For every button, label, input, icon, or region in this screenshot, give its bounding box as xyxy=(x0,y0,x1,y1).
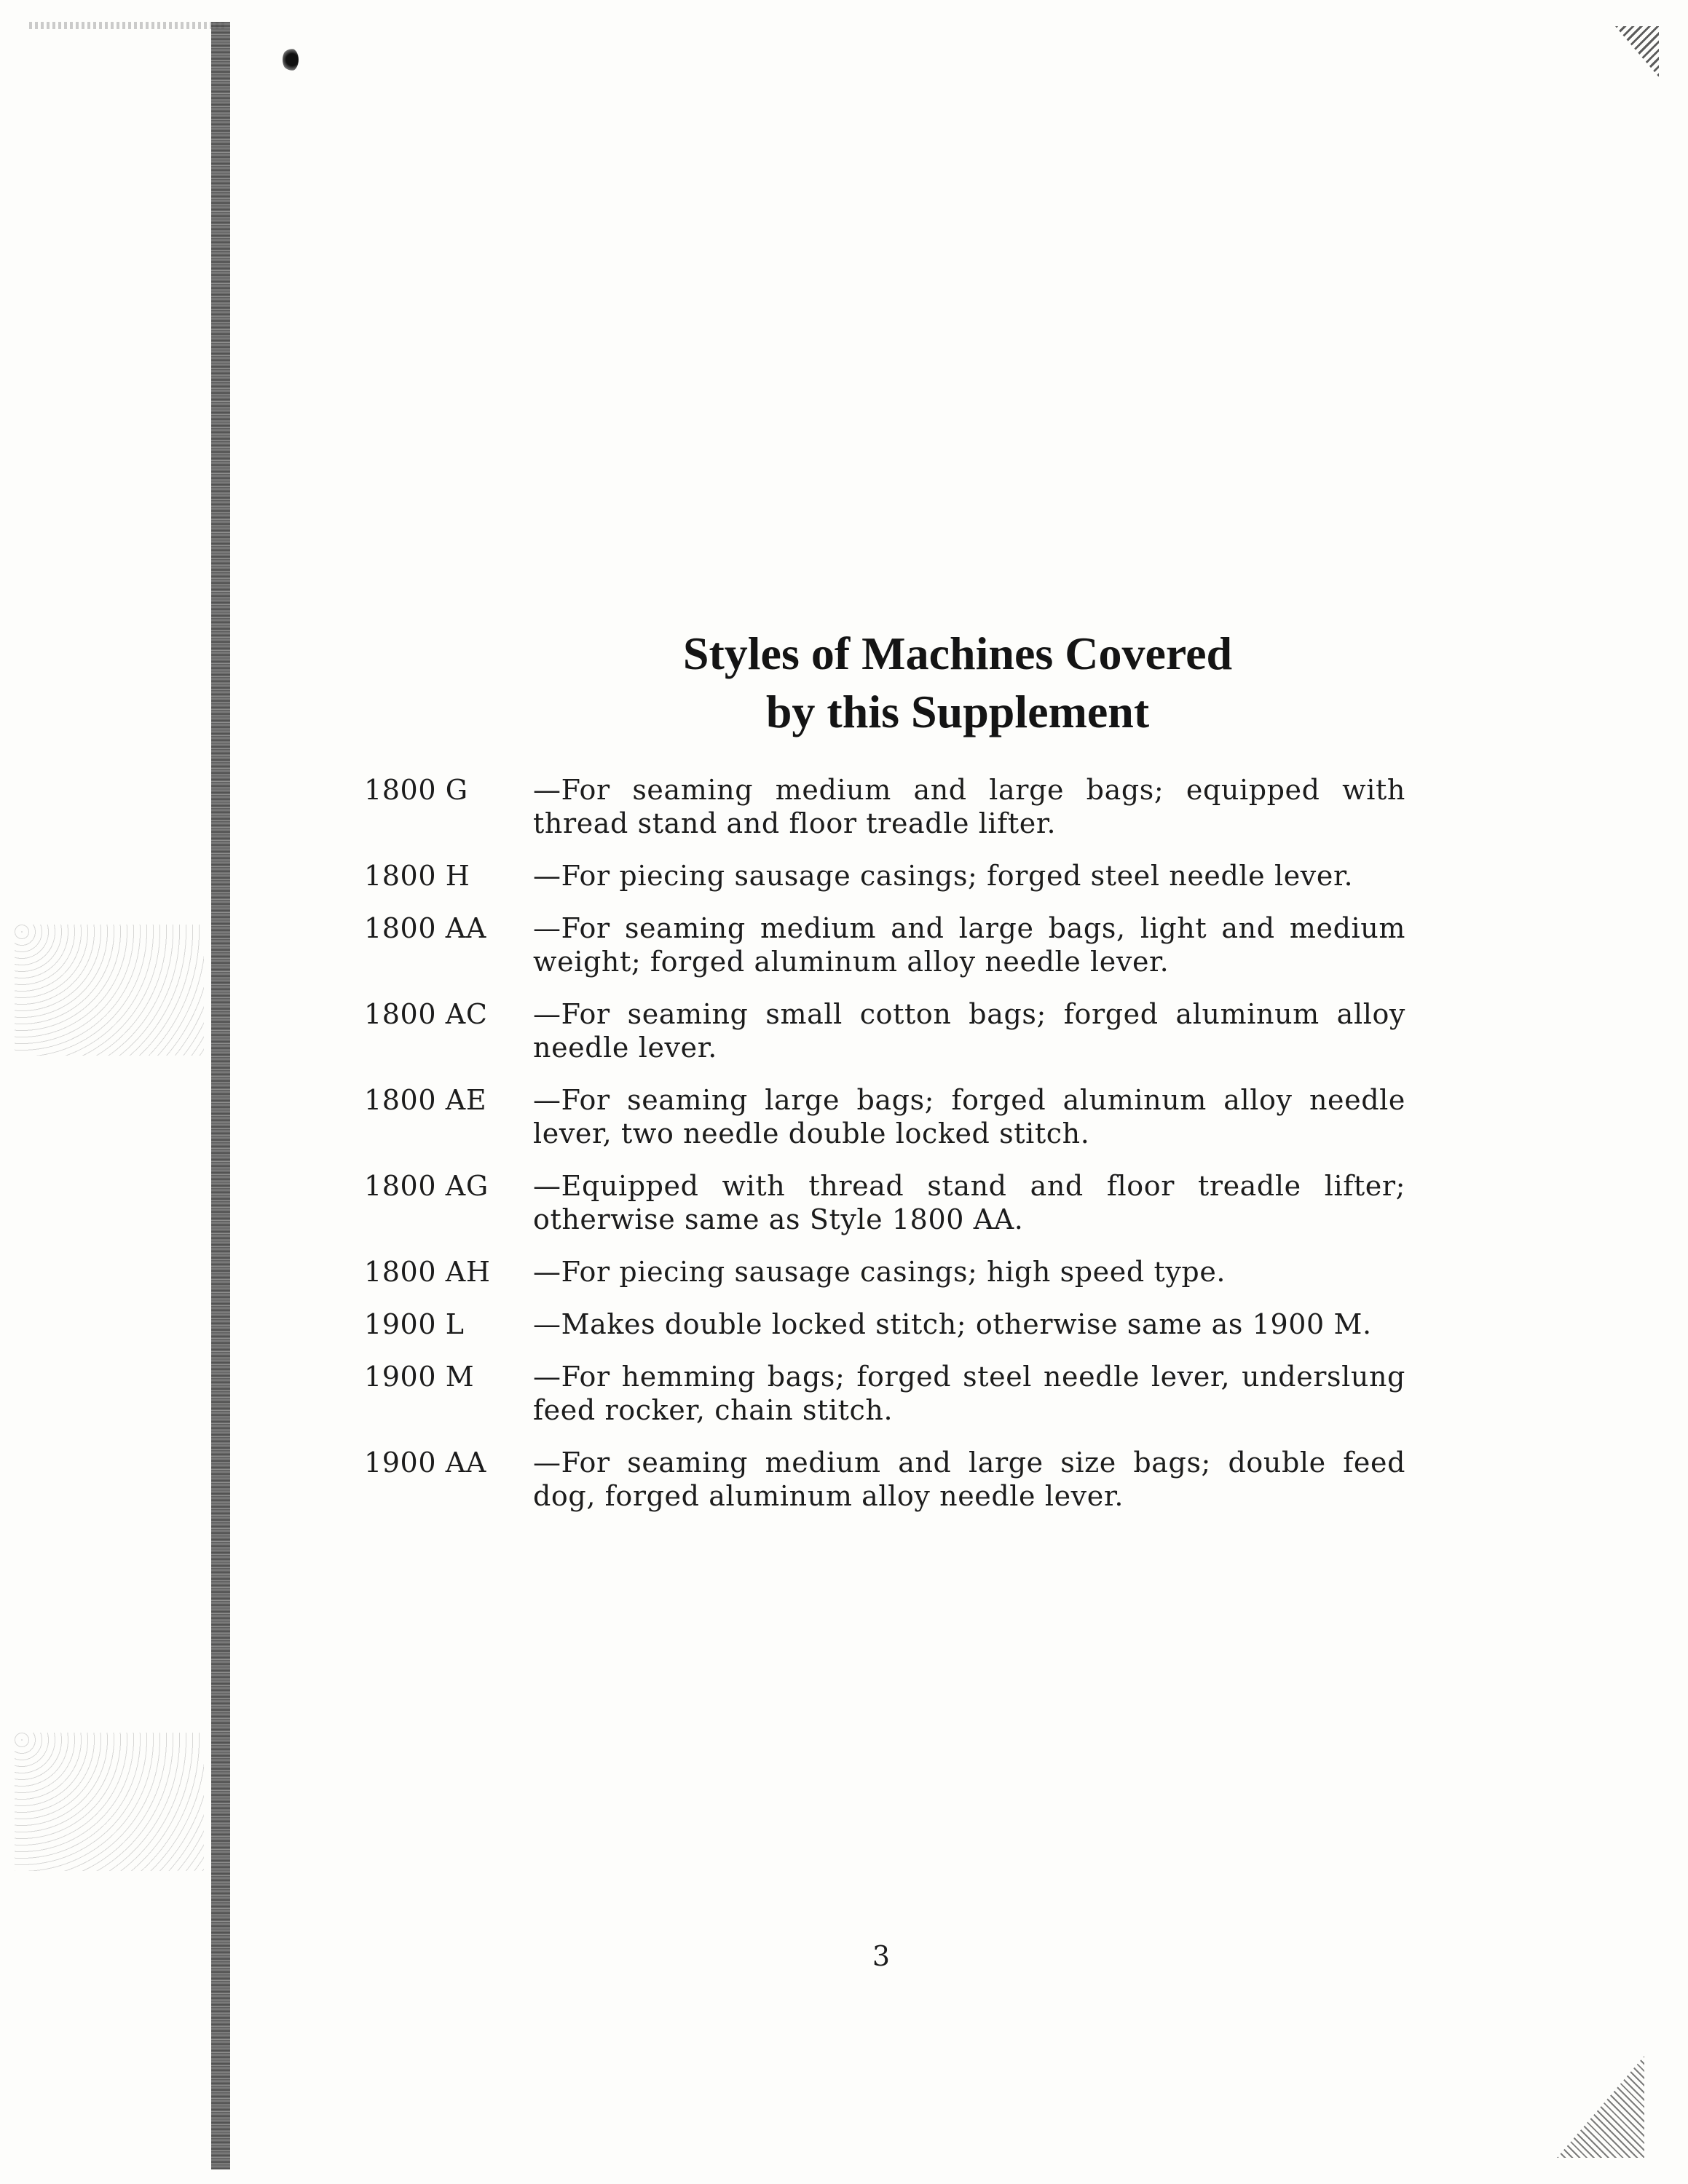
style-code: 1800 G xyxy=(364,774,468,806)
list-item xyxy=(364,773,1405,840)
list-item xyxy=(364,1255,1405,1289)
style-code: 1800 H xyxy=(364,860,470,892)
scan-edge-top xyxy=(29,22,226,29)
scan-speckle xyxy=(15,925,204,1056)
title-line-2: by this Supplement xyxy=(765,686,1150,737)
style-description: —For seaming small cotton bags; forged aluminum alloy needle lever. xyxy=(533,998,1405,1064)
style-code: 1800 AE xyxy=(364,1084,487,1116)
style-description: —For seaming medium and large bags, light and medium weight; forged aluminum alloy needle lever. xyxy=(533,912,1405,978)
punch-hole-mark xyxy=(283,48,299,71)
style-code: 1900 AA xyxy=(364,1447,486,1479)
style-code: 1900 L xyxy=(364,1308,465,1340)
style-code: 1800 AH xyxy=(364,1256,491,1288)
corner-fold-mark-bottom xyxy=(1557,2056,1644,2158)
title-line-1: Styles of Machines Covered xyxy=(682,628,1233,679)
style-description: —For seaming medium and large bags; equipped with thread stand and floor treadle lifter. xyxy=(533,774,1405,839)
style-description: —For piecing sausage casings; high speed type. xyxy=(533,1256,1226,1288)
scan-speckle xyxy=(15,1733,204,1871)
list-item xyxy=(364,1307,1405,1341)
style-description: —For hemming bags; forged steel needle lever, underslung feed rocker, chain stitch. xyxy=(533,1361,1405,1426)
list-item xyxy=(364,997,1405,1064)
style-description: —For piecing sausage casings; forged steel needle lever. xyxy=(533,860,1354,892)
binding-edge xyxy=(211,22,230,2169)
list-item xyxy=(364,1360,1405,1427)
corner-fold-mark-top xyxy=(1615,26,1659,77)
list-item xyxy=(364,859,1405,893)
list-item xyxy=(364,1083,1405,1150)
list-item xyxy=(364,1446,1405,1513)
style-code: 1800 AG xyxy=(364,1170,489,1202)
style-description: —For seaming medium and large size bags; double feed dog, forged aluminum alloy needle lever. xyxy=(533,1447,1405,1512)
style-description: —Equipped with thread stand and floor treadle lifter; otherwise same as Style 1800 AA. xyxy=(533,1170,1405,1235)
style-description: —Makes double locked stitch; otherwise same as 1900 M. xyxy=(533,1308,1372,1340)
style-code: 1900 M xyxy=(364,1361,475,1393)
list-item xyxy=(364,1169,1405,1236)
style-code: 1800 AA xyxy=(364,912,486,944)
page-title xyxy=(364,625,1551,741)
page-number: 3 xyxy=(872,1940,891,1972)
list-item xyxy=(364,911,1405,978)
style-description: —For seaming large bags; forged aluminum alloy needle lever, two needle double locked stitch. xyxy=(533,1084,1405,1150)
machine-styles-list xyxy=(364,773,1405,1532)
style-code: 1800 AC xyxy=(364,998,488,1030)
